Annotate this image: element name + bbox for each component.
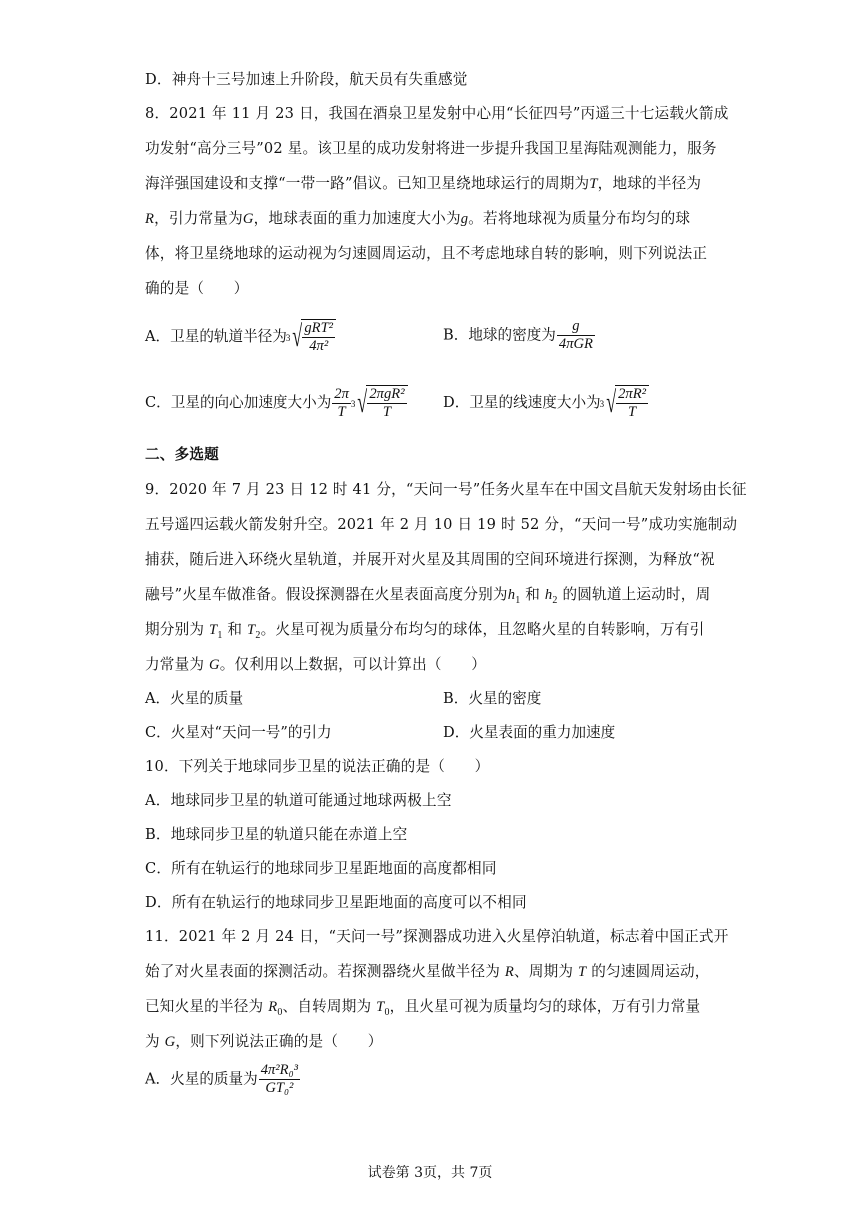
section-title: 二、多选题 bbox=[145, 446, 219, 463]
q9-option-a: A．火星的质量 bbox=[145, 690, 244, 707]
q9-stem-line4: 融号”火星车做准备。假设探测器在火星表面高度分别为$h_1$ 和 $h_2$ 的圆轨道上运动时，周 bbox=[145, 586, 711, 606]
q11-stem-line1: 11．2021 年 2 月 24 日，“天问一号”探测器成功进入火星停泊轨道，标志着中国正式开 bbox=[145, 928, 729, 945]
q7-option-d: D．神舟十三号加速上升阶段，航天员有失重感觉 bbox=[145, 71, 468, 88]
q9-option-b: B．火星的密度 bbox=[443, 690, 542, 707]
q9-stem-line6: 力常量为 G。仅利用以上数据，可以计算出（ ） bbox=[145, 656, 487, 673]
q10-stem: 10．下列关于地球同步卫星的说法正确的是（ ） bbox=[145, 758, 490, 775]
q10-option-b: B．地球同步卫星的轨道只能在赤道上空 bbox=[145, 826, 408, 843]
q10-option-c: C．所有在轨运行的地球同步卫星距地面的高度都相同 bbox=[145, 860, 497, 877]
q8-option-a: A．卫星的轨道半径为 3 √ $\frac{\text{gRT²}}{\text{4π²}}$ bbox=[145, 318, 336, 356]
q9-stem-line3: 捕获，随后进入环绕火星轨道，并展开对火星及其周围的空间环境进行探测，为释放“祝 bbox=[145, 551, 715, 568]
cube-root: 3 √ $\frac{\text{gRT²}}{\text{4π²}}$ bbox=[287, 318, 336, 356]
cube-root: 3 √ $\frac{\text{2πR²}}{T}$ bbox=[601, 384, 649, 422]
cube-root: 3 √ $\frac{\text{2πgR²}}{T}$ bbox=[352, 384, 408, 422]
q9-option-d: D．火星表面的重力加速度 bbox=[443, 724, 616, 741]
q8-stem-line4: R，引力常量为G，地球表面的重力加速度大小为g。若将地球视为质量分布均匀的球 bbox=[145, 210, 691, 227]
q8-stem-line5: 体，将卫星绕地球的运动视为匀速圆周运动，且不考虑地球自转的影响，则下列说法正 bbox=[145, 245, 708, 262]
q8-stem-line2: 功发射“高分三号”02 星。该卫星的成功发射将进一步提升我国卫星海陆观测能力，服务 bbox=[145, 140, 717, 157]
q11-stem-line3: 已知火星的半径为 $R_0$、自转周期为 $T_0$，且火星可视为质量均匀的球体，万有引力常量 bbox=[145, 998, 701, 1018]
q9-option-c: C．火星对“天问一号”的引力 bbox=[145, 724, 332, 741]
q8-option-b: B．地球的密度为 $\frac{g}{\text{4πGR}}$ bbox=[443, 318, 593, 352]
q10-option-d: D．所有在轨运行的地球同步卫星距地面的高度可以不相同 bbox=[145, 894, 527, 911]
q9-stem-line1: 9．2020 年 7 月 23 日 12 时 41 分，“天问一号”任务火星车在中国文昌航天发射场由长征 bbox=[145, 481, 747, 498]
q10-option-a: A．地球同步卫星的轨道可能通过地球两极上空 bbox=[145, 792, 452, 809]
q8-option-c: C．卫星的向心加速度大小为 $\frac{2\pi}{T}$ 3 √ $\frac{\text{2πgR²}}{T}$ bbox=[145, 384, 408, 422]
q11-stem-line4: 为 G，则下列说法正确的是（ ） bbox=[145, 1033, 383, 1050]
q9-stem-line2: 五号遥四运载火箭发射升空。2021 年 2 月 10 日 19 时 52 分，“天问一号”成功实施制动 bbox=[145, 516, 738, 533]
q9-stem-line5: 期分别为 $T_1$ 和 $T_2$。火星可视为质量分布均匀的球体，且忽略火星的自转影响，万有引 bbox=[145, 621, 705, 641]
q8-option-d: D．卫星的线速度大小为 3 √ $\frac{\text{2πR²}}{T}$ bbox=[443, 384, 649, 422]
q8-stem-line1: 8．2021 年 11 月 23 日，我国在酒泉卫星发射中心用“长征四号”丙遥三十七运载火箭成 bbox=[145, 105, 729, 122]
q11-stem-line2: 始了对火星表面的探测活动。若探测器绕火星做半径为 R、周期为 T 的匀速圆周运动， bbox=[145, 963, 710, 980]
q8-stem-line3: 海洋强国建设和支撑“一带一路”倡议。已知卫星绕地球运行的周期为T，地球的半径为 bbox=[145, 175, 702, 192]
page-footer: 试卷第 3页，共 7页 bbox=[367, 1165, 493, 1181]
q8-stem-line6: 确的是（ ） bbox=[145, 280, 249, 297]
q11-option-a: A．火星的质量为 $\frac{\text{4π²R₀³}}{\text{GT₀²}}$ bbox=[145, 1062, 299, 1096]
